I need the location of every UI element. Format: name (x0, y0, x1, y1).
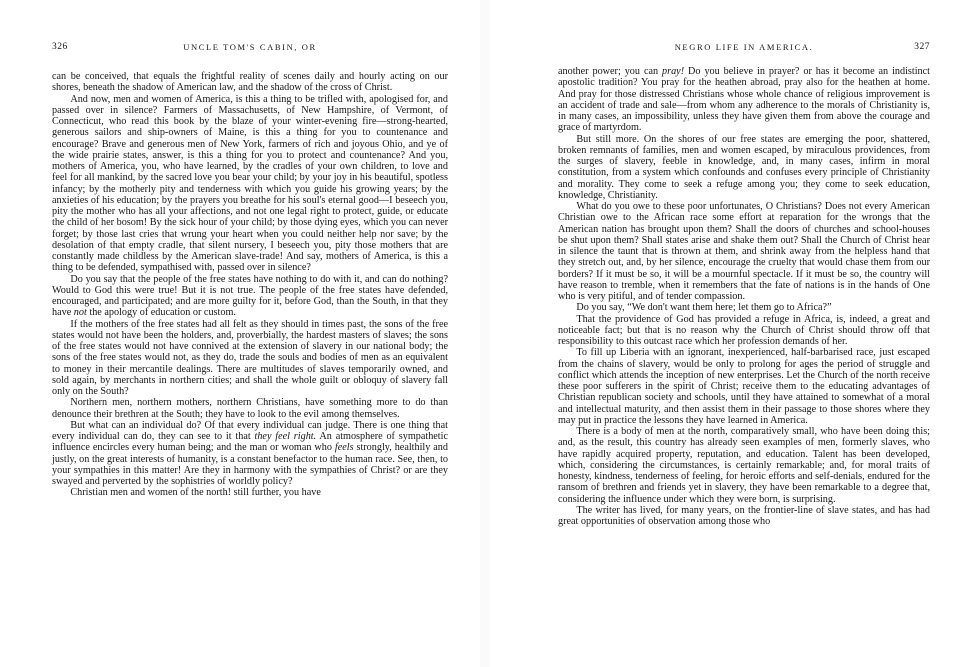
paragraph (52, 274, 448, 319)
paragraph (558, 347, 930, 426)
paragraph (558, 426, 930, 505)
left-running-head: UNCLE TOM'S CABIN, OR (183, 42, 317, 52)
paragraph (558, 201, 930, 302)
text-run: The writer has lived, for many years, on the frontier-line of slave states, and has had great opportunities of observation among those who (558, 504, 930, 527)
paragraph (52, 94, 448, 274)
right-page-number: 327 (914, 42, 930, 52)
text-run: can be conceived, that equals the frightful reality of scenes daily and hourly acting on our shores, beneath the shadow of American law, and the shadow of the cross of Christ. (52, 71, 448, 94)
left-page-body (52, 71, 448, 499)
paragraph (52, 397, 448, 420)
paragraph (52, 487, 448, 498)
text-run: To fill up Liberia with an ignorant, inexperienced, half-barbarised race, just escaped from the chains of slavery, would be only to prolong for ages the period of struggle and conflict which attends the inception of new enterprises. Let the Church of the north receive these poor sufferers in the spirit of Christ; receive them to the educating advantages of Christian republican society and schools, until they have attained to somewhat of a moral and intellectual maturity, and then assist them in their passage to those shores where they may put in practice the lessons they have learned in America. (558, 347, 930, 426)
paragraph (558, 134, 930, 202)
text-run: strongly, healthily and justly, on the great interests of humanity, is a constant benefactor to the human race. See, then, to your sympathies in this matter! Are they in harmony with the sympathies of Christ? or are they swayed and perverted by the sophistries of worldly policy? (52, 442, 448, 487)
italic-text: they feel right. (254, 431, 317, 442)
italic-text: pray! (662, 66, 685, 77)
text-run: the apology of education or custom. (86, 307, 236, 319)
text-run: Do you say that the people of the free states have nothing to do with it, and can do nothing? Would to God this were true! But it is not true. The people of the free states have defended, encouraged, and participated; and are more guilty for it, before God, than the South, in that they have (52, 273, 448, 319)
italic-text: not (73, 307, 87, 319)
italic-text: feels (334, 442, 354, 454)
text-run: Northern men, northern mothers, northern Christians, have something more to do than denounce their brethren at the South; they have to look to the evil among themselves. (52, 397, 448, 420)
left-page (0, 0, 480, 667)
right-page (490, 0, 980, 667)
paragraph (558, 505, 930, 528)
text-run: But what can an individual do? Of that every individual can judge. There is one thing that every individual can do, they can see to it that (52, 419, 448, 442)
text-run: What do you owe to these poor unfortunates, O Christians? Does not every American Christian owe to the African race some effort at reparation for the wrongs that the American nation has brought upon them? Shall the doors of churches and school-houses be shut upon them? Shall states arise and shake them out? Shall the Church of Christ hear in silence the taunt that is thrown at them, and shrink away from the helpless hand that they stretch out, and, by her silence, encourage the cruelty that would chase them from our borders? If it must be so, it will be a mournful spectacle. If it must be so, the country will have reason to tremble, when it remembers that the fate of nations is in the hands of One who is very pitiful, and of tender compassion. (558, 201, 930, 302)
text-run: And now, men and women of America, is this a thing to be trifled with, apologised for, and passed over in silence? Farmers of Massachusetts, of New Hampshire, of Vermont, of Connecticut, who read this book by the blaze of your winter-evening fire—strong-hearted, generous sailors and ship-owners of Maine, is this a thing for you to countenance and encourage? Brave and generous men of New York, farmers of rich and joyous Ohio, and ye of the wide prairie states, answer, is this a thing for you to protect and countenance? And you, mothers of America, you, who have learned, by the cradles of your own children, to love and feel for all mankind, by the sacred love you bear your child; by your joy in his beautiful, spotless infancy; by the motherly pity and tenderness with which you guide his growing years; by the anxieties of his education; by the prayers you breathe for his soul's eternal good—I beseech you, pity the mother who has all your affections, and not one legal right to protect, guide, or educate the child of her bosom! By the sick hour of your child; by those dying eyes, which you can never forget; by those last cries that wrung your heart when you could neither help nor save; by the desolation of that empty cradle, that silent nursery, I beseech you, pity those mothers that are constantly made childless by the American slave-trade! And say, mothers of America, is this a thing to be defended, sympathised with, passed over in silence? (52, 93, 448, 274)
text-run: There is a body of men at the north, comparatively small, who have been doing this; and, as the result, this country has already seen examples of men, formerly slaves, who have rapidly acquired property, reputation, and education. Talent has been developed, which, considering the circumstances, is certainly remarkable; and, for moral traits of honesty, kindness, tenderness of feeling, for heroic efforts and self-denials, endured for the ransom of brethren and friends yet in slavery, they have been remarkable to a degree that, considering the influence under which they were born, is surprising. (558, 426, 930, 505)
text-run: Do you say, “We don't want them here; let them go to Africa?” (576, 302, 832, 314)
paragraph (558, 302, 930, 313)
paragraph (52, 420, 448, 488)
text-run: another power; you can (558, 66, 663, 77)
paragraph (558, 314, 930, 348)
text-run: That the providence of God has provided a refuge in Africa, is, indeed, a great and noticeable fact; but that is no reason why the Church of Christ should throw off that responsibility to this outcast race which her profession demands of her. (558, 313, 930, 347)
paragraph (52, 319, 448, 398)
book-gutter (480, 0, 490, 667)
text-run: An atmosphere of sympathetic influence encircles every human being; and the man or woman who (52, 431, 448, 454)
paragraph (52, 71, 448, 94)
text-run: But still more. On the shores of our free states are emerging the poor, shattered, broken remnants of families, men and women escaped, by miraculous providences, from the surges of slavery, feeble in knowledge, and, in many cases, infirm in moral constitution, from a system which confounds and confuses every principle of Christianity and morality. They come to seek a refuge among you; they come to seek education, knowledge, Christianity. (558, 133, 930, 201)
text-run: Christian men and women of the north! still further, you have (70, 487, 321, 499)
paragraph (558, 66, 930, 134)
right-running-head: NEGRO LIFE IN AMERICA. (674, 42, 814, 52)
text-run: Do you believe in prayer? or has it become an indistinct apostolic tradition? You pray for the heathen abroad, pray also for the heathen at home. And pray for those distressed Christians whose whole chance of religious improvement is an accident of trade and sale—from whom any adherence to the morals of Christianity is, in many cases, an impossibility, unless they have given them from above the courage and grace of martyrdom. (558, 66, 931, 134)
right-page-body (558, 66, 930, 527)
left-page-number: 326 (52, 42, 68, 52)
text-run: If the mothers of the free states had all felt as they should in times past, the sons of the free states would not have been the holders, and, proverbially, the hardest masters of slaves; the sons of the free states would not have connived at the extension of slavery in our national body; the sons of the free states would not, as they do, trade the souls and bodies of men as an equivalent to money in their mercantile dealings. There are multitudes of slaves temporarily owned, and sold again, by merchants in northern cities; and shall the whole guilt or obloquy of slavery fall only on the South? (52, 318, 448, 397)
